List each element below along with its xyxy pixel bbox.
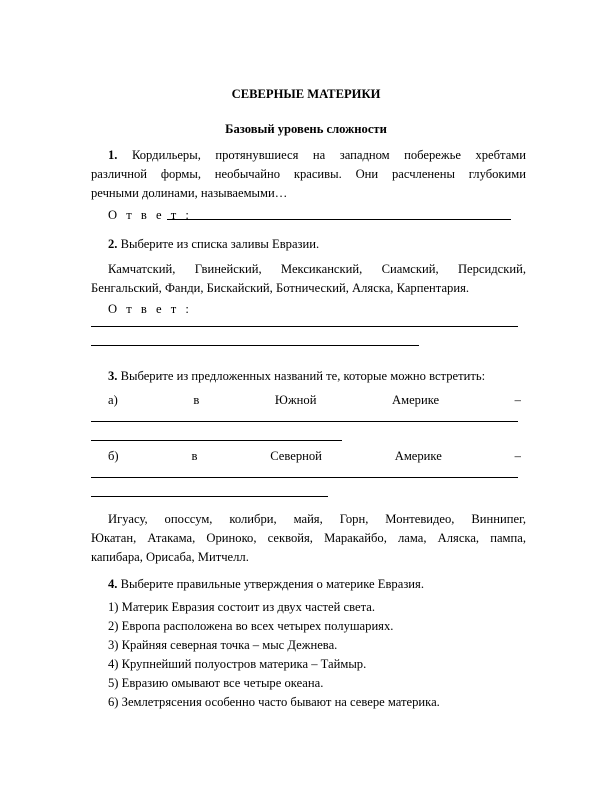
- q2-options-line-1: Камчатский, Гвинейский, Мексиканский, Сиамский, Персидский,: [108, 262, 526, 276]
- q2-answer-label: О т в е т :: [108, 302, 192, 316]
- q4-option-5[interactable]: 5) Евразию омывают все четыре океана.: [108, 676, 324, 690]
- q4-prompt: 4. Выберите правильные утверждения о материке Евразия.: [108, 577, 424, 591]
- q4-option-3[interactable]: 3) Крайняя северная точка – мыс Дежнева.: [108, 638, 338, 652]
- q4-option-6[interactable]: 6) Землетрясения особенно часто бывают на севере материка.: [108, 695, 440, 709]
- q3-number: 3.: [108, 369, 118, 383]
- q2-answer-line-2[interactable]: [91, 345, 419, 346]
- q1-number: 1.: [108, 148, 118, 162]
- q1-line-3: речными долинами, называемыми…: [91, 186, 288, 200]
- q2-answer-line-1[interactable]: [91, 326, 518, 327]
- q3-row-a: а) в Южной Америке –: [108, 393, 521, 407]
- q4-option-2[interactable]: 2) Европа расположена во всех четырех полушариях.: [108, 619, 394, 633]
- q2-prompt: 2. Выберите из списка заливы Евразии.: [108, 237, 320, 251]
- q1-line-2: различной формы, необычайно красивы. Они расчленены глубокими: [91, 167, 526, 181]
- q2-number: 2.: [108, 237, 118, 251]
- q3a-answer-line-2[interactable]: [91, 440, 342, 441]
- q4-number: 4.: [108, 577, 118, 591]
- q3-list-line-2: Юкатан, Атакама, Ориноко, секвойя, Маракайбо, лама, Аляска, пампа,: [91, 531, 526, 545]
- q1-answer-line[interactable]: [167, 219, 511, 220]
- q4-option-4[interactable]: 4) Крупнейший полуостров материка – Таймыр.: [108, 657, 367, 671]
- q3-prompt: 3. Выберите из предложенных названий те, которые можно встретить:: [108, 369, 486, 383]
- q2-options-line-2: Бенгальский, Фанди, Бискайский, Ботнический, Аляска, Карпентария.: [91, 281, 470, 295]
- q3-row-b: б) в Северной Америке –: [108, 449, 521, 463]
- q3b-answer-line-2[interactable]: [91, 496, 328, 497]
- q3b-answer-line-1[interactable]: [91, 477, 518, 478]
- q4-option-1[interactable]: 1) Материк Евразия состоит из двух частей света.: [108, 600, 375, 614]
- q1-line-1: 1. Кордильеры, протянувшиеся на западном побережье хребтами: [108, 148, 526, 162]
- page-subtitle: Базовый уровень сложности: [225, 122, 387, 136]
- q1-answer-label: О т в е т :: [108, 208, 192, 222]
- page-title: СЕВЕРНЫЕ МАТЕРИКИ: [231, 87, 381, 101]
- q3-list-line-1: Игуасу, опоссум, колибри, майя, Горн, Монтевидео, Виннипег,: [108, 512, 526, 526]
- q3-list-line-3: капибара, Орисаба, Митчелл.: [91, 550, 249, 564]
- q3a-answer-line-1[interactable]: [91, 421, 518, 422]
